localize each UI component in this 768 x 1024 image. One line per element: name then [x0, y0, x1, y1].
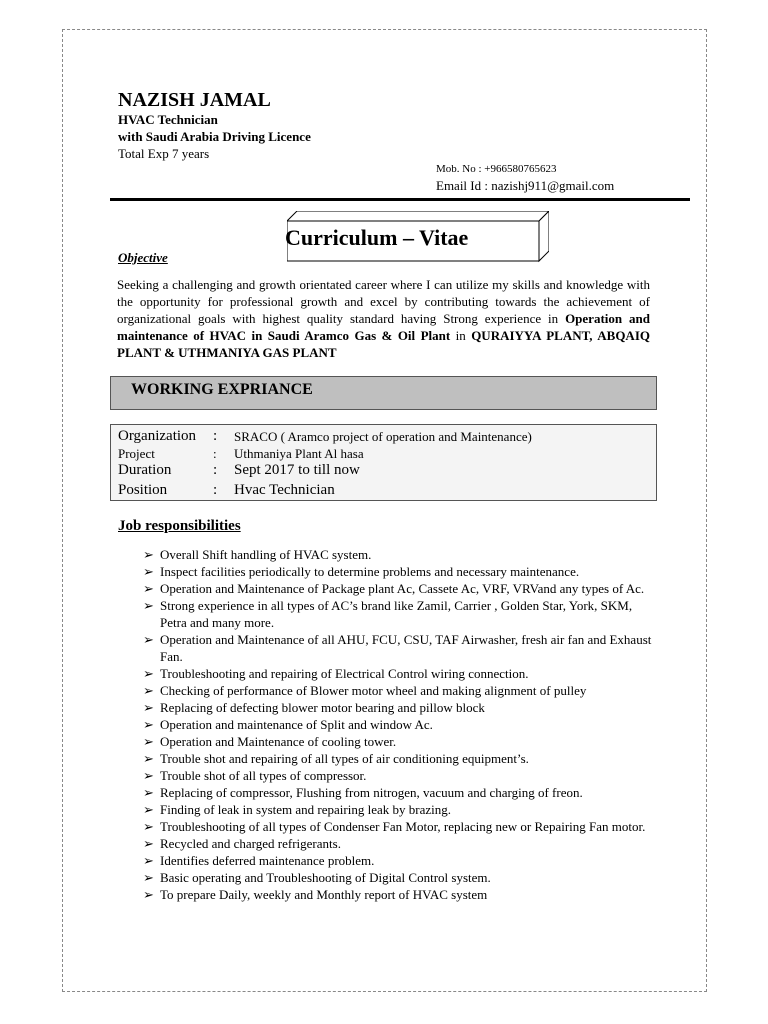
list-item: [143, 767, 653, 784]
arrow-bullet-icon: ➢: [143, 768, 154, 783]
list-item: [143, 699, 653, 716]
candidate-name: NAZISH JAMAL: [118, 89, 271, 111]
list-item-text: Overall Shift handling of HVAC system.: [160, 547, 372, 562]
experience-line: Total Exp 7 years: [118, 146, 210, 161]
list-item: [143, 665, 653, 682]
organization-table: [110, 424, 657, 501]
arrow-bullet-icon: ➢: [143, 700, 154, 715]
working-experience-bar: [110, 376, 657, 410]
arrow-bullet-icon: ➢: [143, 734, 154, 749]
row-value: Hvac Technician: [234, 482, 335, 498]
list-item: [143, 784, 653, 801]
row-label: Position: [118, 482, 168, 498]
row-colon: :: [213, 462, 218, 478]
list-item: [143, 750, 653, 767]
row-value: Uthmaniya Plant Al hasa: [234, 446, 364, 461]
arrow-bullet-icon: ➢: [143, 819, 154, 834]
list-item: [143, 818, 653, 835]
row-value: Sept 2017 to till now: [234, 462, 360, 478]
arrow-bullet-icon: ➢: [143, 785, 154, 800]
list-item-text: Checking of performance of Blower motor wheel and making alignment of pulley: [160, 683, 587, 698]
list-item: [143, 631, 653, 665]
arrow-bullet-icon: ➢: [143, 717, 154, 732]
row-label: Duration: [118, 462, 172, 478]
list-item-text: Basic operating and Troubleshooting of Digital Control system.: [160, 870, 491, 885]
list-item-text: Operation and Maintenance of Package plant Ac, Cassete Ac, VRF, VRVand any types of Ac.: [160, 581, 645, 596]
list-item-text: Recycled and charged refrigerants.: [160, 836, 341, 851]
email-address: Email Id : nazishj911@gmail.com: [436, 178, 615, 193]
objective-text-part1: Seeking a challenging and growth orientated career where I can utilize my skills and knowledge with the opportunity for professional growth and excel by contributing towards the achievement of organizational goals with highest quality standard having Strong experience in: [117, 277, 650, 326]
objective-text-bold1: Operation and maintenance of HVAC in Saudi Aramco Gas & Oil Plant: [117, 311, 650, 343]
objective-paragraph: [117, 276, 650, 361]
list-item: [143, 852, 653, 869]
arrow-bullet-icon: ➢: [143, 666, 154, 681]
list-item-text: To prepare Daily, weekly and Monthly report of HVAC system: [160, 887, 488, 902]
list-item: [143, 546, 653, 563]
arrow-bullet-icon: ➢: [143, 836, 154, 851]
arrow-bullet-icon: ➢: [143, 581, 154, 596]
row-colon: :: [213, 482, 218, 498]
list-item-text: Troubleshooting and repairing of Electrical Control wiring connection.: [160, 666, 529, 681]
list-item-text: Strong experience in all types of AC’s brand like Zamil, Carrier , Golden Star, York, SKM, Petra and many more.: [160, 598, 633, 630]
list-item: [143, 580, 653, 597]
list-item-text: Operation and maintenance of Split and window Ac.: [160, 717, 433, 732]
list-item: [143, 682, 653, 699]
mobile-number: Mob. No : +966580765623: [436, 163, 557, 175]
job-title: HVAC Technician: [118, 112, 218, 127]
list-item-text: Operation and Maintenance of cooling tower.: [160, 734, 397, 749]
row-value: SRACO ( Aramco project of operation and Maintenance): [234, 429, 532, 444]
arrow-bullet-icon: ➢: [143, 853, 154, 868]
row-colon: :: [213, 446, 217, 461]
list-item: [143, 597, 653, 631]
arrow-bullet-icon: ➢: [143, 564, 154, 579]
objective-text-bold2: QURAIYYA PLANT, ABQAIQ PLANT & UTHMANIYA GAS PLANT: [117, 328, 650, 360]
list-item-text: Replacing of defecting blower motor bearing and pillow block: [160, 700, 485, 715]
list-item-text: Trouble shot of all types of compressor.: [160, 768, 367, 783]
working-experience-heading: WORKING EXPRIANCE: [131, 381, 313, 398]
list-item: [143, 563, 653, 580]
list-item: [143, 869, 653, 886]
responsibilities-list: [143, 546, 653, 903]
arrow-bullet-icon: ➢: [143, 683, 154, 698]
arrow-bullet-icon: ➢: [143, 802, 154, 817]
responsibilities-heading: Job responsibilities: [118, 518, 241, 534]
list-item-text: Troubleshooting of all types of Condenser Fan Motor, replacing new or Repairing Fan motor.: [160, 819, 646, 834]
license-line: with Saudi Arabia Driving Licence: [118, 129, 311, 144]
list-item-text: Identifies deferred maintenance problem.: [160, 853, 375, 868]
objective-heading: Objective: [118, 250, 168, 265]
list-item: [143, 886, 653, 903]
row-colon: :: [213, 428, 218, 444]
list-item: [143, 801, 653, 818]
header-divider: [110, 198, 690, 201]
arrow-bullet-icon: ➢: [143, 632, 154, 647]
list-item: [143, 733, 653, 750]
arrow-bullet-icon: ➢: [143, 547, 154, 562]
objective-text-part2: in: [450, 328, 472, 343]
row-label: Organization: [118, 428, 197, 444]
list-item: [143, 835, 653, 852]
arrow-bullet-icon: ➢: [143, 598, 154, 613]
arrow-bullet-icon: ➢: [143, 870, 154, 885]
row-label: Project: [118, 446, 155, 461]
list-item-text: Finding of leak in system and repairing leak by brazing.: [160, 802, 451, 817]
list-item-text: Replacing of compressor, Flushing from nitrogen, vacuum and charging of freon.: [160, 785, 583, 800]
list-item: [143, 716, 653, 733]
arrow-bullet-icon: ➢: [143, 887, 154, 902]
arrow-bullet-icon: ➢: [143, 751, 154, 766]
list-item-text: Inspect facilities periodically to determine problems and necessary maintenance.: [160, 564, 580, 579]
list-item-text: Trouble shot and repairing of all types of air conditioning equipment’s.: [160, 751, 529, 766]
cv-title: Curriculum – Vitae: [285, 225, 469, 250]
list-item-text: Operation and Maintenance of all AHU, FCU, CSU, TAF Airwasher, fresh air fan and Exhaust Fan.: [160, 632, 652, 664]
